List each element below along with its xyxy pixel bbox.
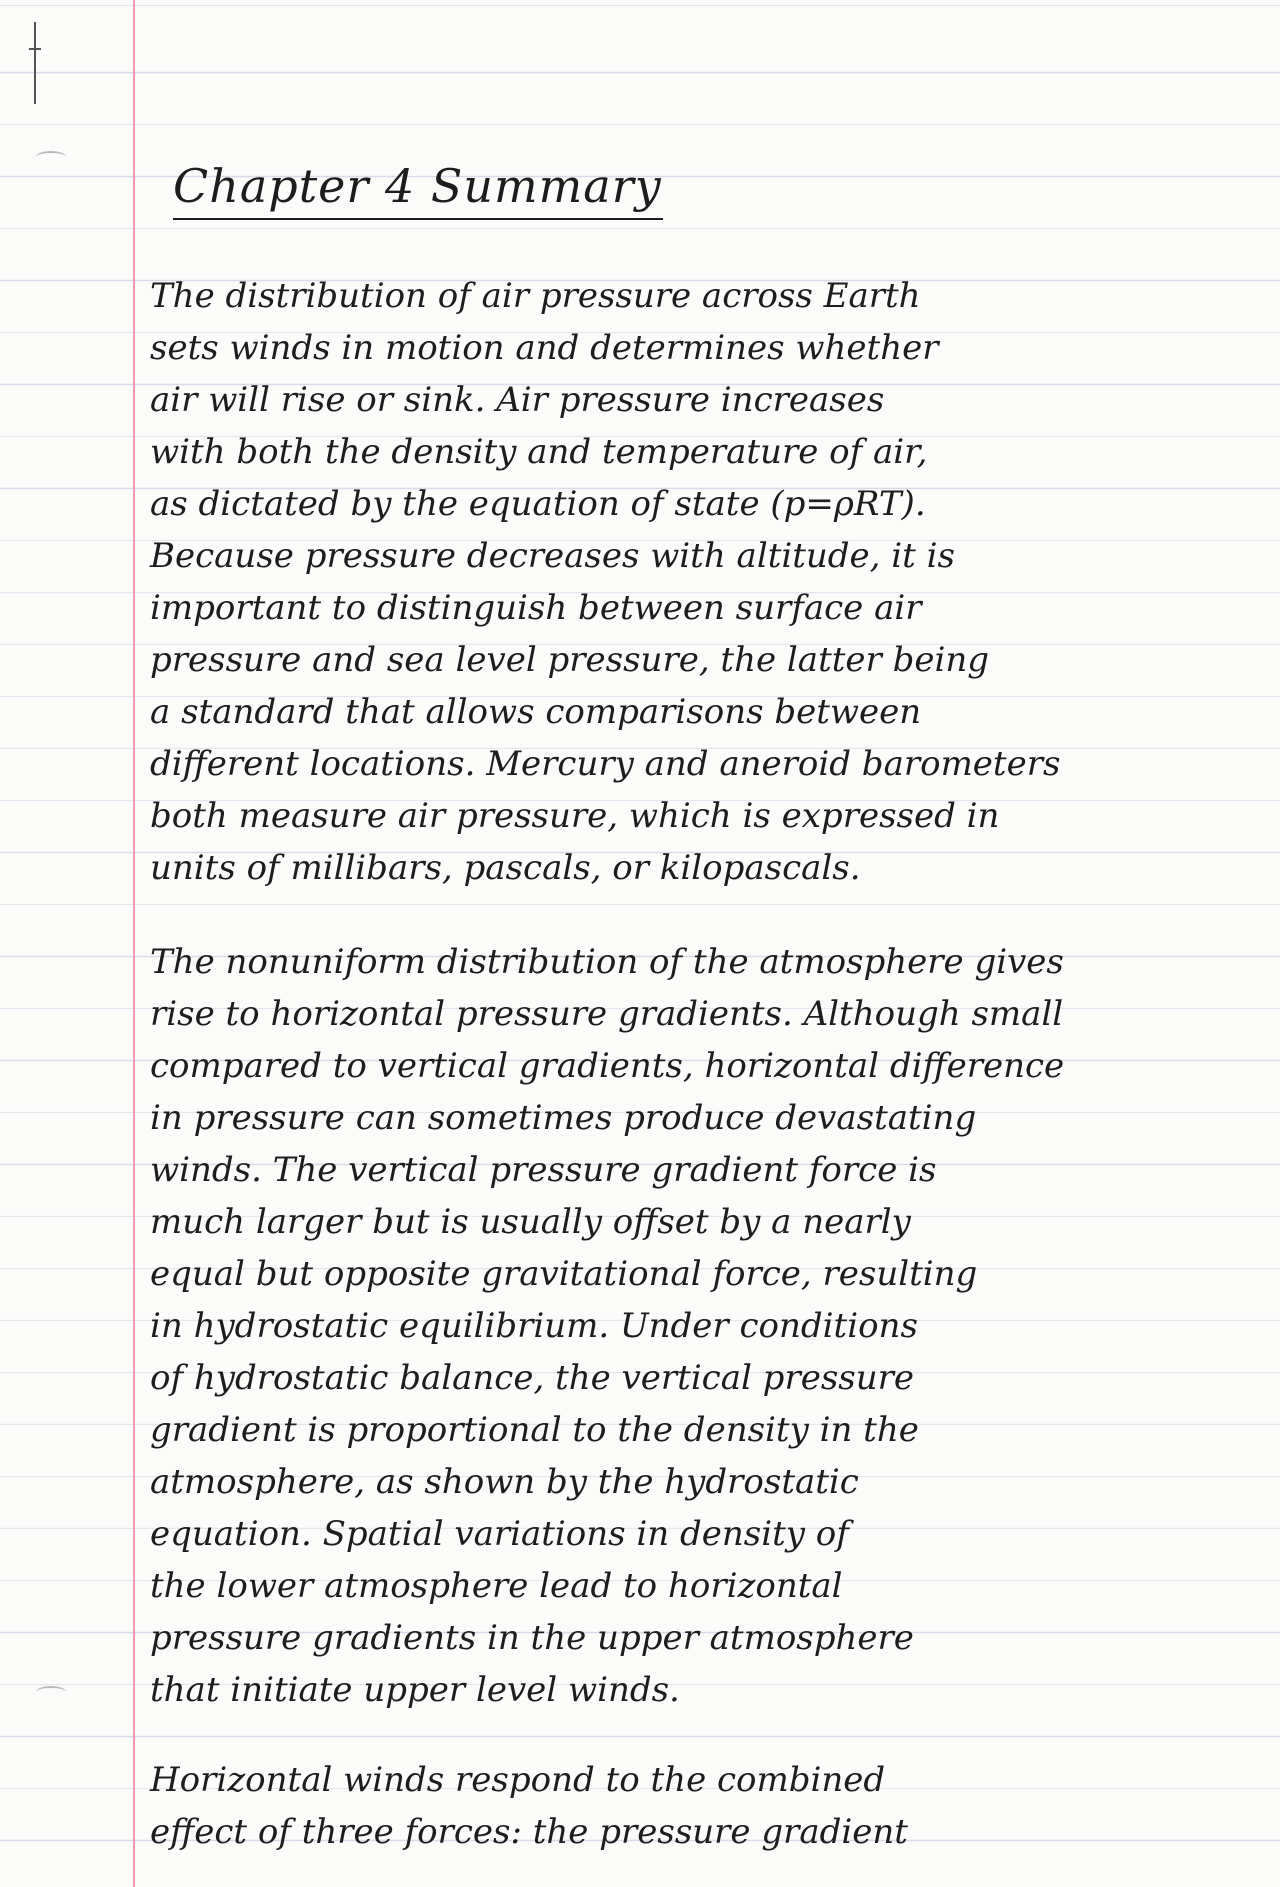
- text-line: a standard that allows comparisons between: [150, 692, 922, 732]
- paragraph-3: [150, 1754, 1260, 1858]
- text-line: equal but opposite gravitational force, resulting: [150, 1254, 978, 1294]
- text-line: different locations. Mercury and aneroid barometers: [150, 744, 1061, 784]
- text-line: winds. The vertical pressure gradient force is: [150, 1150, 937, 1190]
- text-line: Because pressure decreases with altitude, it is: [150, 536, 955, 576]
- text-line: important to distinguish between surface air: [150, 588, 922, 628]
- text-line: Horizontal winds respond to the combined: [150, 1760, 886, 1800]
- paragraph-2: [150, 936, 1260, 1716]
- text-line: of hydrostatic balance, the vertical pressure: [150, 1358, 914, 1398]
- text-line: both measure air pressure, which is expressed in: [150, 796, 1000, 836]
- text-line: the lower atmosphere lead to horizontal: [150, 1566, 843, 1606]
- text-line: gradient is proportional to the density in the: [150, 1410, 919, 1450]
- margin-line: [133, 0, 135, 1887]
- paragraph-1: [150, 270, 1260, 894]
- page-title: Chapter 4 Summary: [173, 159, 662, 213]
- text-line: with both the density and temperature of air,: [150, 432, 928, 472]
- text-line: atmosphere, as shown by the hydrostatic: [150, 1462, 859, 1502]
- text-line: pressure and sea level pressure, the latter being: [150, 640, 989, 680]
- text-line: sets winds in motion and determines whether: [150, 328, 939, 368]
- text-line: effect of three forces: the pressure gradient: [150, 1812, 908, 1852]
- text-line: that initiate upper level winds.: [150, 1670, 680, 1710]
- title-underline: [173, 218, 663, 220]
- text-line: compared to vertical gradients, horizontal difference: [150, 1046, 1065, 1086]
- text-line: units of millibars, pascals, or kilopascals.: [150, 848, 861, 888]
- corner-bracket-mark: [34, 22, 42, 104]
- text-line: much larger but is usually offset by a nearly: [150, 1202, 911, 1242]
- text-line: The distribution of air pressure across Earth: [150, 276, 921, 316]
- text-line: in pressure can sometimes produce devastating: [150, 1098, 977, 1138]
- text-line: as dictated by the equation of state (p=ρRT).: [150, 484, 926, 524]
- text-line: pressure gradients in the upper atmosphere: [150, 1618, 914, 1658]
- text-line: rise to horizontal pressure gradients. Although small: [150, 994, 1064, 1034]
- text-line: in hydrostatic equilibrium. Under conditions: [150, 1306, 918, 1346]
- punch-hole-mark: [36, 1686, 66, 1698]
- punch-hole-mark: [36, 151, 66, 163]
- text-line: equation. Spatial variations in density of: [150, 1514, 849, 1554]
- text-line: air will rise or sink. Air pressure increases: [150, 380, 885, 420]
- text-line: The nonuniform distribution of the atmosphere gives: [150, 942, 1064, 982]
